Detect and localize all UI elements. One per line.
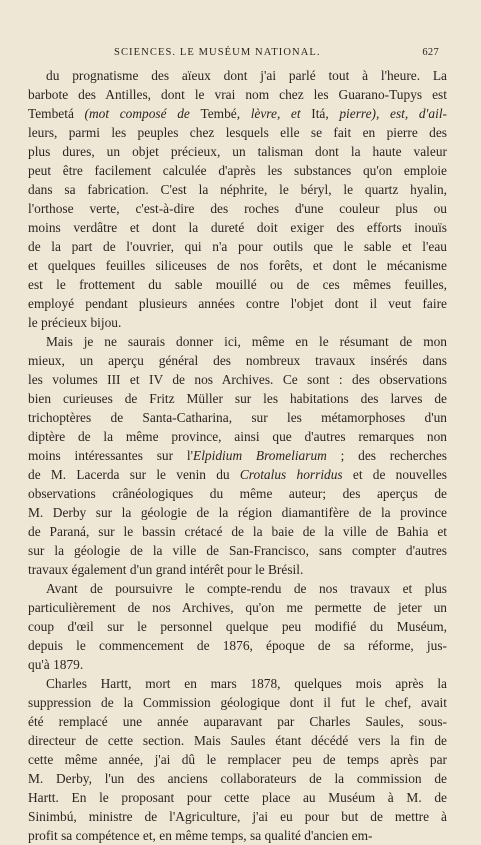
text-line: coup d'œil sur le personnel quelque peu modifié du Muséum, xyxy=(28,619,447,634)
text-line: Avant de poursuivre le compte-rendu de nos travaux et plus xyxy=(46,581,447,596)
page-number: 627 xyxy=(422,47,439,58)
text-segment: Tembetá xyxy=(28,106,74,121)
text-line: de Paraná, sur le bassin crétacé de la baie de la ville de Bahia et xyxy=(28,524,447,539)
text-line: peut être facilement calculée d'après les substances qu'on emploie xyxy=(28,163,447,178)
text-line: M. Derby, l'un des anciens collaborateurs de la commission de xyxy=(28,771,447,786)
paragraph xyxy=(28,332,447,579)
text-line: est le frottement du sable mouillé ou de ces mêmes feuilles, xyxy=(28,277,447,292)
text-line: bien curieuses de Fritz Müller sur les habitations des larves de xyxy=(28,391,447,406)
text-line: de la part de l'ouvrier, qui n'a pour outils que le sable et l'eau xyxy=(28,239,447,254)
text-line: du prognatisme des aïeux dont j'ai parlé tout à l'heure. La xyxy=(46,68,447,83)
text-line: le précieux bijou. xyxy=(28,315,122,330)
paragraph xyxy=(28,674,447,845)
text-line: observations crânéologiques du même auteur; des aperçus de xyxy=(28,486,447,501)
running-head xyxy=(114,47,439,58)
body-text xyxy=(28,66,447,845)
italic-segment: , lèvre, et xyxy=(236,106,312,121)
text-line: cette même année, j'ai dû le remplacer peu de temps après par xyxy=(28,752,447,767)
text-line: profit sa compétence et, en même temps, sa qualité d'ancien em- xyxy=(28,828,373,843)
text-line: employé pendant plusieurs années contre l'objet dont il veut faire xyxy=(28,296,447,311)
text-line: M. Derby sur la géologie de la région diamantifère de la province xyxy=(28,505,447,520)
text-line: travaux également d'un grand intérêt pour le Brésil. xyxy=(28,562,304,577)
italic-segment: , pierre), est, d'ail- xyxy=(325,106,448,121)
text-segment: Tembé xyxy=(200,106,237,121)
text-line: qu'à 1879. xyxy=(28,657,84,672)
text-line: Hartt. En le proposant pour cette place au Muséum à M. de xyxy=(28,790,447,805)
text-segment: Itá xyxy=(311,106,326,121)
text-line: dans sa fabrication. C'est la néphrite, le béryl, le quartz hyalin, xyxy=(28,182,447,197)
text-line: l'orthose verte, c'est-à-dire des roches d'une couleur plus ou xyxy=(28,201,447,216)
text-segment: moins intéressantes sur l' xyxy=(28,448,194,463)
paragraph xyxy=(28,579,447,674)
text-line: été remplacé une année auparavant par Charles Saules, sous- xyxy=(28,714,447,729)
text-line xyxy=(28,104,447,123)
text-line: sur la géologie de la ville de San-Francisco, sans compter d'autres xyxy=(28,543,447,558)
text-line xyxy=(28,465,447,484)
paragraph xyxy=(28,66,447,332)
text-line: suppression de la Commission géologique dont il fut le chef, avait xyxy=(28,695,447,710)
running-title: SCIENCES. LE MUSÉUM NATIONAL. xyxy=(114,47,321,58)
text-line: les volumes III et IV de nos Archives. Ce sont : des observations xyxy=(28,372,447,387)
italic-segment: Elpidium Bromeliarum xyxy=(193,448,327,463)
text-line: moins verdâtre et dont la dureté doit exiger des efforts inouïs xyxy=(28,220,447,235)
text-line: trichoptères de Santa-Catharina, sur les métamorphoses d'un xyxy=(28,410,447,425)
text-line: directeur de cette section. Mais Saules étant décédé vers la fin de xyxy=(28,733,447,748)
text-line: Sinimbú, ministre de l'Agriculture, j'ai eu pour but de mettre à xyxy=(28,809,447,824)
text-line: diptère de la même province, ainsi que d'autres remarques non xyxy=(28,429,447,444)
text-line: particulièrement de nos Archives, qu'on me permette de jeter un xyxy=(28,600,447,615)
text-line: et quelques feuilles siliceuses de nos forêts, et dont le mécanisme xyxy=(28,258,447,273)
text-segment: de M. Lacerda sur le venin du xyxy=(28,467,240,482)
text-line: depuis le commencement de 1876, époque de sa réforme, jus- xyxy=(28,638,447,653)
text-line: barbote des Antilles, dont le vrai nom chez les Guarano-Tupys est xyxy=(28,87,447,102)
text-line xyxy=(28,446,447,465)
text-line: plus dures, un objet précieux, un talisman dont la haute valeur xyxy=(28,144,447,159)
text-line: Charles Hartt, mort en mars 1878, quelques mois après la xyxy=(46,676,447,691)
text-line: leurs, parmi les peuples chez lesquels elle se fait en pierre des xyxy=(28,125,447,140)
text-segment: ; des recherches xyxy=(326,448,447,463)
italic-segment: (mot composé de xyxy=(73,106,201,121)
text-line: mieux, un aperçu général des nombreux travaux insérés dans xyxy=(28,353,447,368)
text-segment: et de nouvelles xyxy=(342,467,447,482)
italic-segment: Crotalus horridus xyxy=(239,467,343,482)
text-line: Mais je ne saurais donner ici, même en le résumant de mon xyxy=(46,334,447,349)
